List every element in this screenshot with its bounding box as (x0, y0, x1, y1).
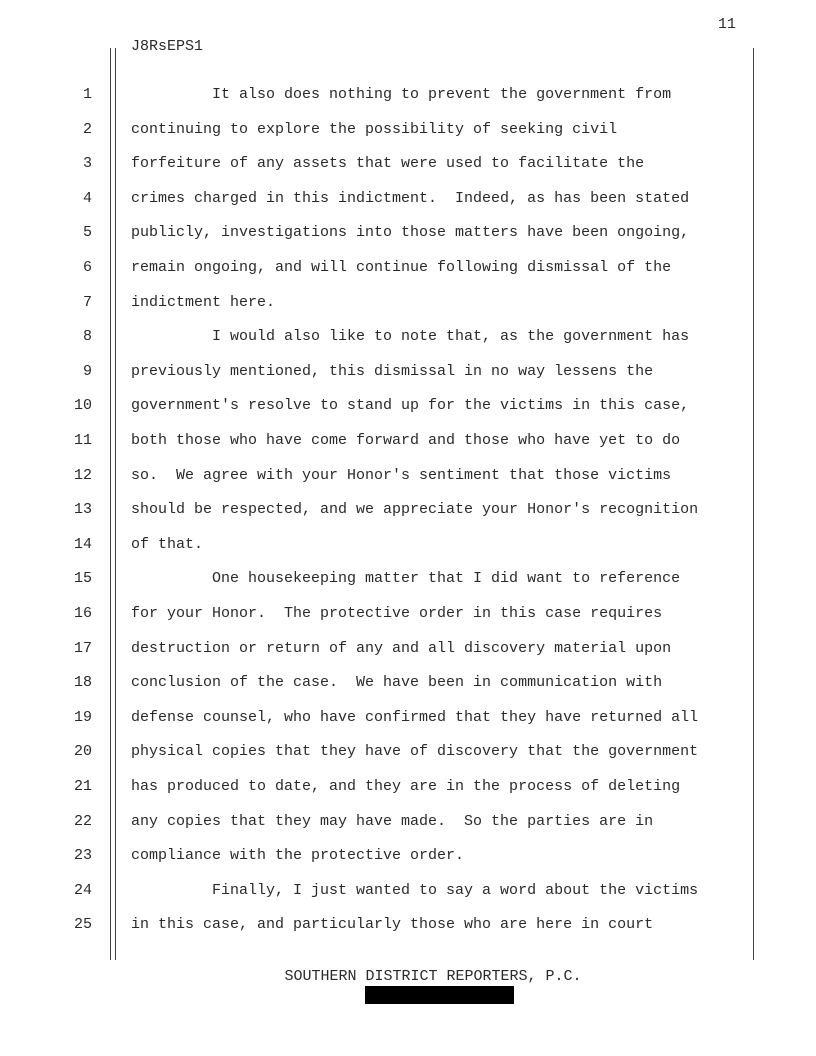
line-text: indictment here. (131, 293, 276, 311)
line-text: continuing to explore the possibility of seeking civil (131, 120, 618, 138)
line-text: publicly, investigations into those matters have been ongoing, (131, 224, 690, 242)
line-text: has produced to date, and they are in the process of deleting (131, 778, 681, 795)
transcript-line (0, 327, 816, 347)
transcript-line (0, 189, 816, 209)
line-text: destruction or return of any and all discovery material upon (131, 639, 672, 657)
transcript-line (0, 777, 816, 797)
line-number: 21 (73, 778, 92, 795)
line-text: physical copies that they have of discovery that the government (131, 743, 699, 761)
line-number: 19 (73, 708, 92, 726)
line-number: 13 (73, 501, 92, 519)
line-number: 1 (82, 86, 92, 103)
line-text: Finally, I just wanted to say a word about the victims (131, 881, 699, 899)
line-number: 25 (73, 916, 92, 934)
line-text: both those who have come forward and those who have yet to do (131, 432, 681, 449)
line-number: 4 (82, 189, 92, 207)
transcript-line (0, 362, 816, 382)
transcript-line (0, 812, 816, 832)
line-text: for your Honor. The protective order in this case requires (131, 605, 663, 622)
line-text: in this case, and particularly those who are here in court (131, 916, 654, 934)
line-number: 5 (82, 224, 92, 242)
line-text: of that. (131, 535, 204, 553)
line-text: I would also like to note that, as the government has (131, 328, 690, 346)
line-text: crimes charged in this indictment. Indeed, as has been stated (131, 189, 690, 207)
line-text: remain ongoing, and will continue following dismissal of the (131, 259, 672, 276)
transcript-line (0, 915, 816, 935)
line-number: 17 (73, 639, 92, 657)
line-number: 8 (82, 328, 92, 346)
transcript-line (0, 85, 816, 105)
line-number: 15 (73, 570, 92, 588)
transcript-line (0, 466, 816, 486)
line-text: forfeiture of any assets that were used to facilitate the (131, 155, 645, 173)
redaction-block (365, 986, 514, 1004)
transcript-line (0, 396, 816, 416)
line-text: should be respected, and we appreciate your Honor's recognition (131, 501, 699, 519)
transcript-line (0, 881, 816, 901)
line-number: 22 (73, 812, 92, 830)
line-text: so. We agree with your Honor's sentiment that those victims (131, 466, 672, 484)
line-number: 7 (82, 293, 92, 311)
line-text: any copies that they may have made. So the parties are in (131, 812, 654, 830)
transcript-line (0, 708, 816, 728)
transcript-line (0, 846, 816, 866)
line-number: 23 (73, 847, 92, 865)
reporter-footer: SOUTHERN DISTRICT REPORTERS, P.C. (284, 968, 582, 985)
page-number: 11 (718, 16, 737, 33)
line-text: previously mentioned, this dismissal in no way lessens the (131, 362, 654, 380)
line-text: conclusion of the case. We have been in communication with (131, 674, 663, 692)
transcript-line (0, 535, 816, 555)
line-number: 3 (82, 155, 92, 173)
transcript-line (0, 604, 816, 624)
case-id: J8RsEPS1 (131, 38, 204, 55)
line-number: 6 (82, 259, 92, 276)
transcript-line (0, 293, 816, 313)
transcript-line (0, 639, 816, 659)
transcript-line (0, 223, 816, 243)
line-number: 11 (73, 432, 92, 449)
transcript-line (0, 742, 816, 762)
line-number: 12 (73, 466, 92, 484)
transcript-line (0, 258, 816, 278)
line-number: 18 (73, 674, 92, 692)
line-text: compliance with the protective order. (131, 847, 465, 865)
line-text: defense counsel, who have confirmed that they have returned all (131, 708, 699, 726)
line-number: 10 (73, 397, 92, 415)
line-number: 9 (82, 362, 92, 380)
transcript-line (0, 154, 816, 174)
transcript-line (0, 431, 816, 451)
line-text: One housekeeping matter that I did want to reference (131, 570, 681, 588)
line-number: 20 (73, 743, 92, 761)
transcript-line (0, 569, 816, 589)
line-text: government's resolve to stand up for the victims in this case, (131, 397, 690, 415)
transcript-line (0, 500, 816, 520)
line-number: 24 (73, 881, 92, 899)
transcript-line (0, 120, 816, 140)
line-number: 14 (73, 535, 92, 553)
line-text: It also does nothing to prevent the government from (131, 86, 672, 103)
line-number: 16 (73, 605, 92, 622)
line-number: 2 (82, 120, 92, 138)
transcript-line (0, 673, 816, 693)
